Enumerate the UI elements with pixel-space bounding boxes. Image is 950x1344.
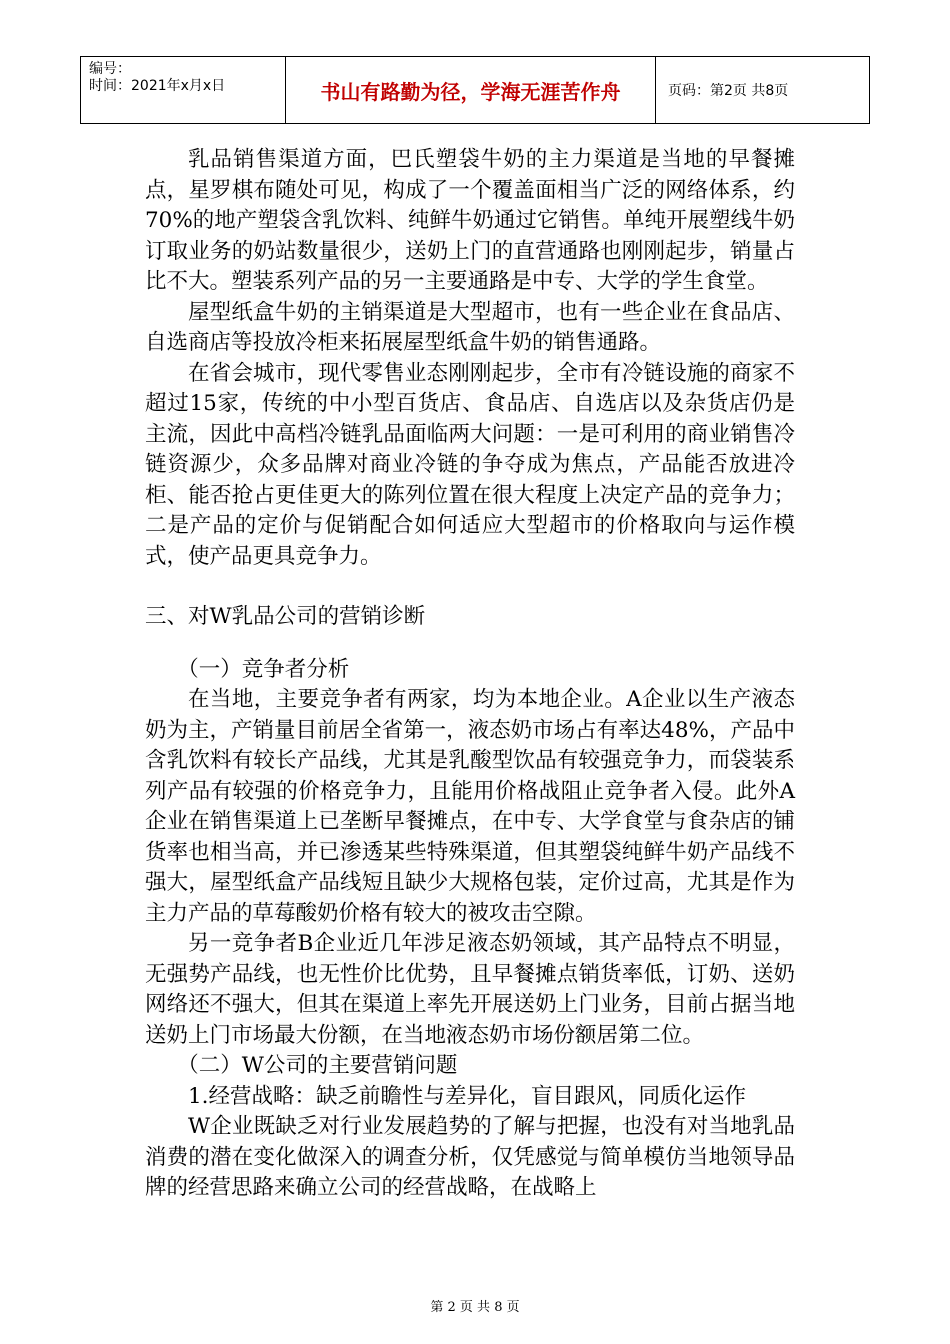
- paragraph-strategy-body: W企业既缺乏对行业发展趋势的了解与把握，也没有对当地乳品消费的潜在变化做深入的调查分析，仅凭感觉与简单模仿当地领导品牌的经营思路来确立公司的经营战略，在战略上: [145, 1114, 795, 1200]
- paragraph-strategy-heading: 1.经营战略：缺乏前瞻性与差异化，盲目跟风，同质化运作: [188, 1083, 747, 1109]
- page-footer: 第 2 页 共 8 页: [430, 1300, 520, 1315]
- section-3-title: 三、对W乳品公司的营销诊断: [145, 604, 426, 629]
- document-body: [145, 145, 795, 1204]
- doc-number-label: 编号：: [89, 61, 131, 77]
- subsection-1-title: （一）竞争者分析: [177, 656, 350, 682]
- header-table: [80, 56, 870, 124]
- header-page-info: 页码：第2页 共8页: [668, 83, 789, 99]
- paragraph-carton-milk: 屋型纸盒牛奶的主销渠道是大型超市，也有一些企业在食品店、自选商店等投放冷柜来拓展屋型纸盒牛奶的销售通路。: [145, 299, 795, 355]
- paragraph-provincial-capital: 在省会城市，现代零售业态刚刚起步，全市有冷链设施的商家不超过15家，传统的中小型百货店、食品店、自选店以及杂货店仍是主流，因此中高档冷链乳品面临两大问题：一是可利用的商业销售冷链资源少，众多品牌对商业冷链的争夺成为焦点，产品能否放进冷柜、能否抢占更佳更大的陈列位置在很大程度上决定产品的竞争力；二是产品的定价与促销配合如何适应大型超市的价格取向与运作模式，使产品更具竞争力。: [145, 360, 795, 569]
- paragraph-sales-channels: 乳品销售渠道方面，巴氏塑袋牛奶的主力渠道是当地的早餐摊点，星罗棋布随处可见，构成了一个覆盖面相当广泛的网络体系，约70%的地产塑袋含乳饮料、纯鲜牛奶通过它销售。单纯开展塑线牛奶订取业务的奶站数量很少，送奶上门的直营通路也刚刚起步，销量占比不大。塑装系列产品的另一主要通路是中专、大学的学生食堂。: [145, 147, 795, 294]
- paragraph-competitor-b: 另一竞争者B企业近几年涉足液态奶领域，其产品特点不明显，无强势产品线，也无性价比优势，且早餐摊点销货率低，订奶、送奶网络还不强大，但其在渠道上率先开展送奶上门业务，目前占据当地送奶上门市场最大份额，在当地液态奶市场份额居第二位。: [145, 931, 795, 1048]
- paragraph-competitor-a: 在当地，主要竞争者有两家，均为本地企业。A企业以生产液态奶为主，产销量目前居全省第一，液态奶市场占有率达48%，产品中含乳饮料有较长产品线，尤其是乳酸型饮品有较强竞争力，而袋装系列产品有较强的价格竞争力，且能用价格战阻止竞争者入侵。此外A企业在销售渠道上已垄断早餐摊点，在中专、大学食堂与食杂店的铺货率也相当高，并已渗透某些特殊渠道，但其塑袋纯鲜牛奶产品线不强大，屋型纸盒产品线短且缺少大规格包装，定价过高，尤其是作为主力产品的草莓酸奶价格有较大的被攻击空隙。: [145, 687, 795, 926]
- header-motto: 书山有路勤为径，学海无涯苦作舟: [286, 57, 656, 123]
- subsection-2-title: （二）W公司的主要营销问题: [177, 1053, 458, 1078]
- doc-time-label: 时间：2021年x月x日: [89, 78, 226, 94]
- header-meta: [81, 57, 286, 123]
